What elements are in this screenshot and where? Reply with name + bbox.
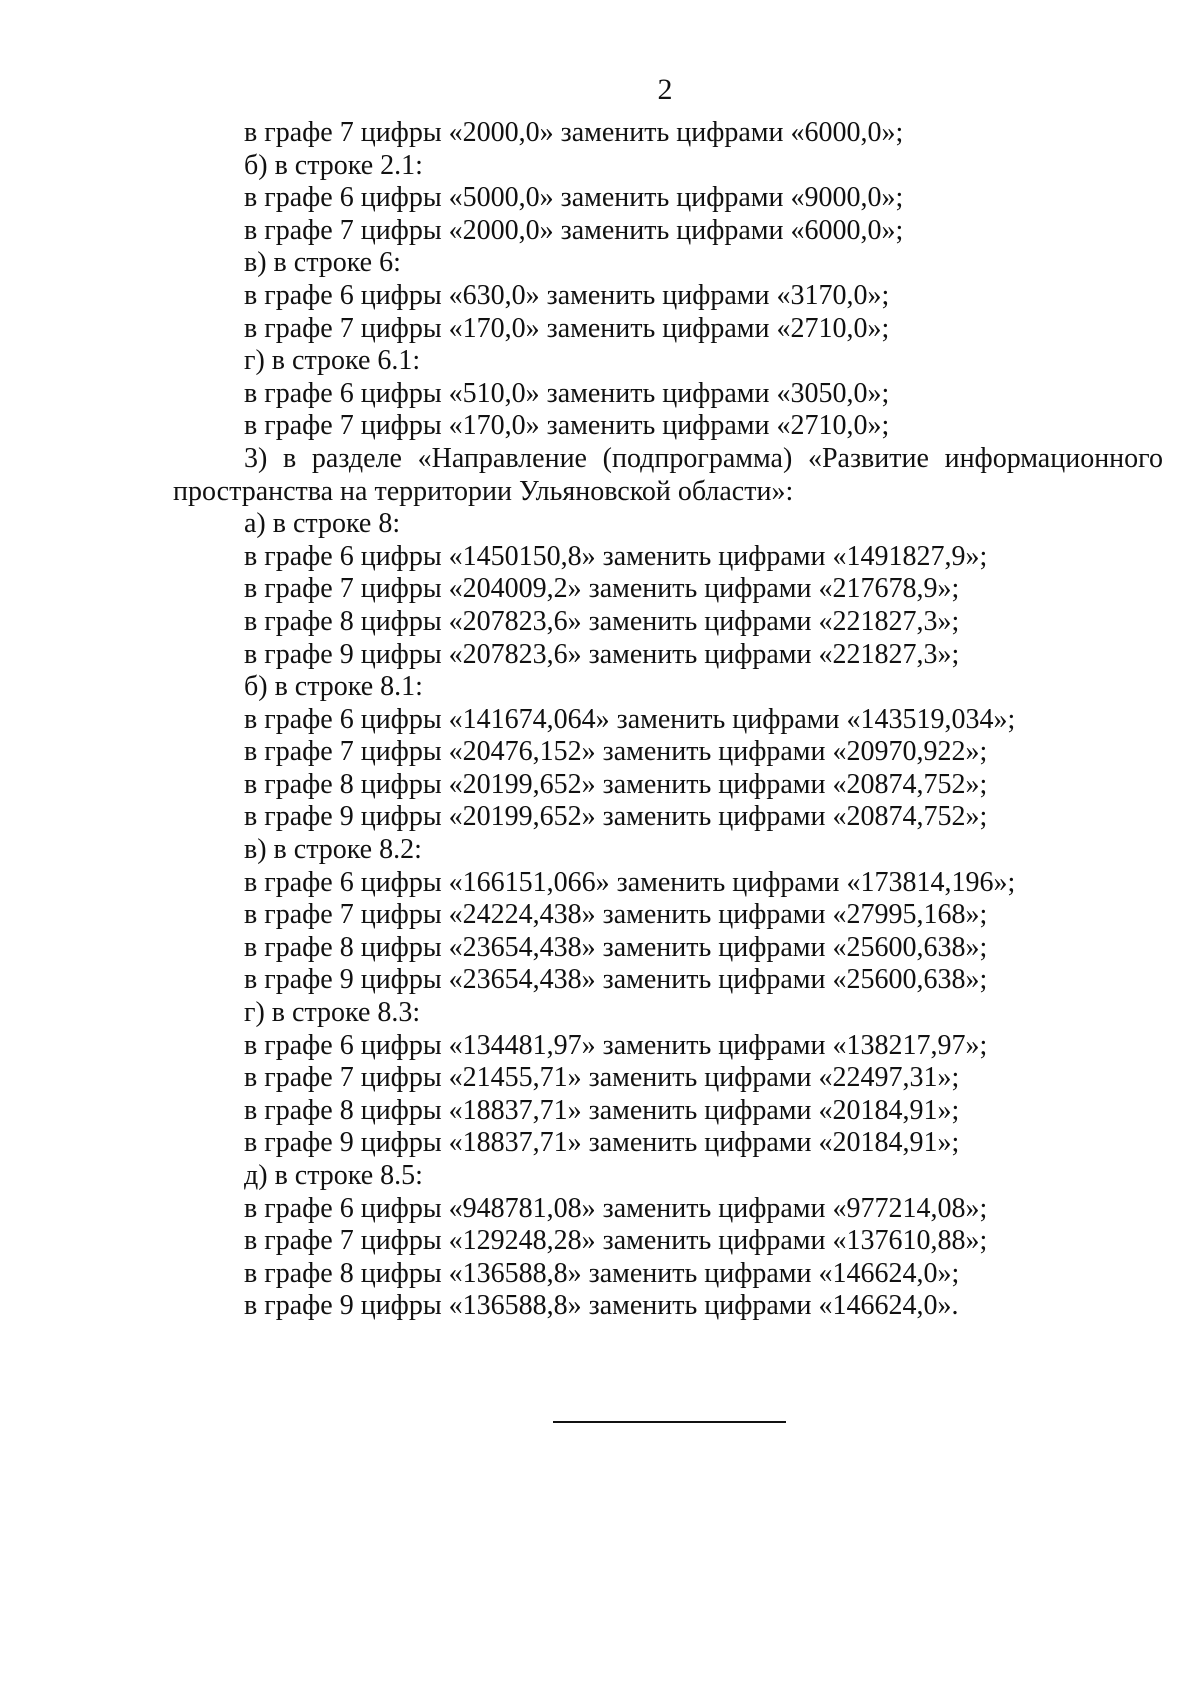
page-number: 2 — [657, 73, 673, 106]
text-line: в графе 6 цифры «948781,08» заменить цифрами «977214,08»; — [244, 1192, 988, 1224]
text-line: б) в строке 8.1: — [244, 671, 423, 703]
text-line: в графе 8 цифры «136588,8» заменить цифрами «146624,0»; — [244, 1257, 960, 1289]
text-line: в графе 7 цифры «170,0» заменить цифрами «2710,0»; — [244, 410, 890, 442]
text-line: г) в строке 8.3: — [244, 997, 421, 1029]
section-3-continuation: пространства на территории Ульяновской области»: — [173, 475, 794, 507]
text-line: в графе 7 цифры «21455,71» заменить цифрами «22497,31»; — [244, 1062, 960, 1094]
text-line: в) в строке 8.2: — [244, 834, 422, 866]
text-line: в графе 8 цифры «207823,6» заменить цифрами «221827,3»; — [244, 605, 960, 637]
text-line: в графе 9 цифры «136588,8» заменить цифрами «146624,0». — [244, 1290, 959, 1322]
section-3-word: информационного — [944, 442, 1163, 474]
text-line: в графе 6 цифры «510,0» заменить цифрами «3050,0»; — [244, 377, 890, 409]
text-line: б) в строке 2.1: — [244, 149, 423, 181]
section-3-word: «Направление — [417, 442, 587, 474]
text-line: в графе 9 цифры «20199,652» заменить цифрами «20874,752»; — [244, 801, 988, 833]
closing-rule — [553, 1421, 786, 1423]
section-3-word: «Развитие — [807, 442, 929, 474]
section-3-word: в — [283, 442, 297, 474]
text-line: в графе 9 цифры «23654,438» заменить цифрами «25600,638»; — [244, 964, 988, 996]
text-line: г) в строке 6.1: — [244, 345, 421, 377]
text-line: в) в строке 6: — [244, 247, 401, 279]
text-line: в графе 6 цифры «5000,0» заменить цифрами «9000,0»; — [244, 182, 904, 214]
section-3-word: разделе — [311, 442, 402, 474]
text-line: в графе 6 цифры «141674,064» заменить цифрами «143519,034»; — [244, 703, 1016, 735]
text-line: в графе 6 цифры «1450150,8» заменить цифрами «1491827,9»; — [244, 540, 988, 572]
text-line: в графе 7 цифры «20476,152» заменить цифрами «20970,922»; — [244, 736, 988, 768]
text-line: в графе 8 цифры «18837,71» заменить цифрами «20184,91»; — [244, 1094, 960, 1126]
text-line: в графе 9 цифры «18837,71» заменить цифрами «20184,91»; — [244, 1127, 960, 1159]
text-line: в графе 9 цифры «207823,6» заменить цифрами «221827,3»; — [244, 638, 960, 670]
text-line: в графе 8 цифры «20199,652» заменить цифрами «20874,752»; — [244, 768, 988, 800]
document-body — [173, 117, 1163, 1323]
text-line: а) в строке 8: — [244, 508, 401, 540]
section-3-heading — [173, 443, 1163, 476]
text-line: в графе 6 цифры «630,0» заменить цифрами «3170,0»; — [244, 279, 890, 311]
section-3-word: 3) — [244, 442, 268, 474]
text-line: в графе 7 цифры «204009,2» заменить цифрами «217678,9»; — [244, 573, 960, 605]
text-line: в графе 7 цифры «170,0» заменить цифрами «2710,0»; — [244, 312, 890, 344]
text-line: в графе 7 цифры «129248,28» заменить цифрами «137610,88»; — [244, 1225, 988, 1257]
text-line: в графе 6 цифры «166151,066» заменить цифрами «173814,196»; — [244, 866, 1016, 898]
text-line: в графе 7 цифры «24224,438» заменить цифрами «27995,168»; — [244, 899, 988, 931]
text-line: в графе 8 цифры «23654,438» заменить цифрами «25600,638»; — [244, 931, 988, 963]
text-line: в графе 7 цифры «2000,0» заменить цифрами «6000,0»; — [244, 117, 904, 148]
text-line: в графе 7 цифры «2000,0» заменить цифрами «6000,0»; — [244, 214, 904, 246]
section-3-word: (подпрограмма) — [602, 442, 793, 474]
text-line: д) в строке 8.5: — [244, 1160, 423, 1191]
text-line: в графе 6 цифры «134481,97» заменить цифрами «138217,97»; — [244, 1029, 988, 1061]
